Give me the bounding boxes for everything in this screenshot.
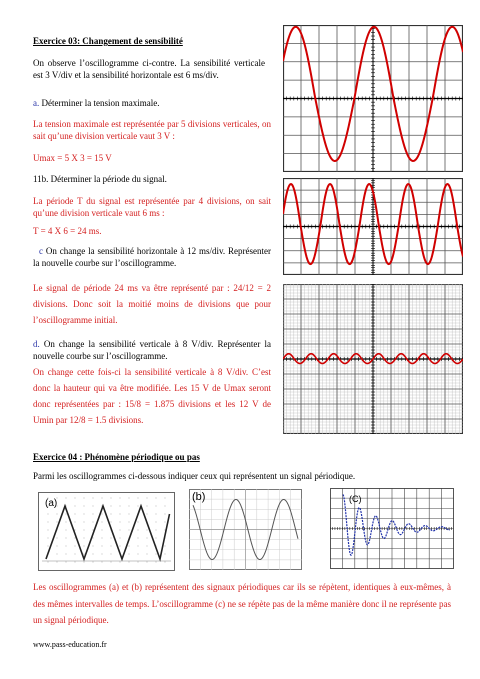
question-b bbox=[33, 174, 265, 186]
answer-a: La tension maximale est représentée par 5 divisions verticales, on sait qu’une division verticale vaut 3 V : bbox=[33, 119, 271, 141]
answer-c: Le signal de période 24 ms va être représenté par : 24/12 = 2 divisions. Donc soit la moitié moins de divisions que pour l’oscillogramme initial. bbox=[33, 283, 271, 325]
question-b-text: Déterminer la période du signal. bbox=[50, 174, 167, 184]
question-b-label: 11b. bbox=[33, 174, 49, 184]
oscillogram-c bbox=[330, 488, 454, 569]
question-a bbox=[33, 98, 265, 110]
question-c bbox=[33, 246, 271, 269]
oscillogram-1 bbox=[283, 25, 463, 172]
answer-d: On change cette fois-ci la sensibilité verticale à 8 V/div. C’est donc la hauteur qui va être modifiée. Les 15 V de Umax seront donc représentées par : 15/8 = 1.875 divisions et les 12 V de Umin par 12/8 = 1.5 divisions. bbox=[33, 367, 271, 425]
answer-b: La période T du signal est représentée par 4 divisions, on sait qu’une division verticale vaut 6 ms : bbox=[33, 196, 271, 218]
answer-a-calc: Umax = 5 X 3 = 15 V bbox=[33, 153, 112, 163]
oscillogram-2 bbox=[283, 178, 463, 275]
ex3-intro: On observe l’oscillogramme ci-contre. La sensibilité verticale est 3 V/div et la sensibilité horizontale est 6 ms/div. bbox=[33, 58, 265, 80]
ex4-title: Exercice 04 : Phénomène périodique ou pas bbox=[33, 452, 200, 462]
oscillogram-a bbox=[38, 492, 175, 571]
label-c: (C) bbox=[349, 494, 362, 504]
oscillogram-b bbox=[189, 489, 302, 570]
question-c-text: On change la sensibilité horizontale à 12 ms/div. Représenter la nouvelle courbe sur l’oscillogramme. bbox=[33, 246, 272, 268]
question-d-text: On change la sensibilité verticale à 8 V/div. Représenter la nouvelle courbe sur l’oscillogramme. bbox=[33, 339, 271, 361]
question-d bbox=[33, 339, 271, 362]
ex4-answer: Les oscillogrammes (a) et (b) représentent des signaux périodiques car ils se répètent, identiques à eux-mêmes, à des mêmes intervalles de temps. L’oscillogramme (c) ne se répète pas de la même manière donc il ne représente pas un signal périodique. bbox=[33, 582, 451, 625]
oscillogram-3 bbox=[283, 284, 463, 434]
footer-url: www.pass-education.fr bbox=[33, 640, 107, 649]
question-a-label: a. bbox=[33, 98, 40, 108]
question-a-text: Déterminer la tension maximale. bbox=[41, 98, 160, 108]
question-c-label: c bbox=[39, 246, 43, 256]
answer-b-calc: T = 4 X 6 = 24 ms. bbox=[33, 226, 102, 236]
ex3-title: Exercice 03: Changement de sensibilité bbox=[33, 36, 183, 46]
label-a: (a) bbox=[45, 498, 58, 509]
question-d-label: d. bbox=[33, 339, 40, 349]
ex4-intro: Parmi les oscillogrammes ci-dessous indiquer ceux qui représentent un signal périodique. bbox=[33, 471, 356, 481]
label-b: (b) bbox=[192, 491, 206, 503]
